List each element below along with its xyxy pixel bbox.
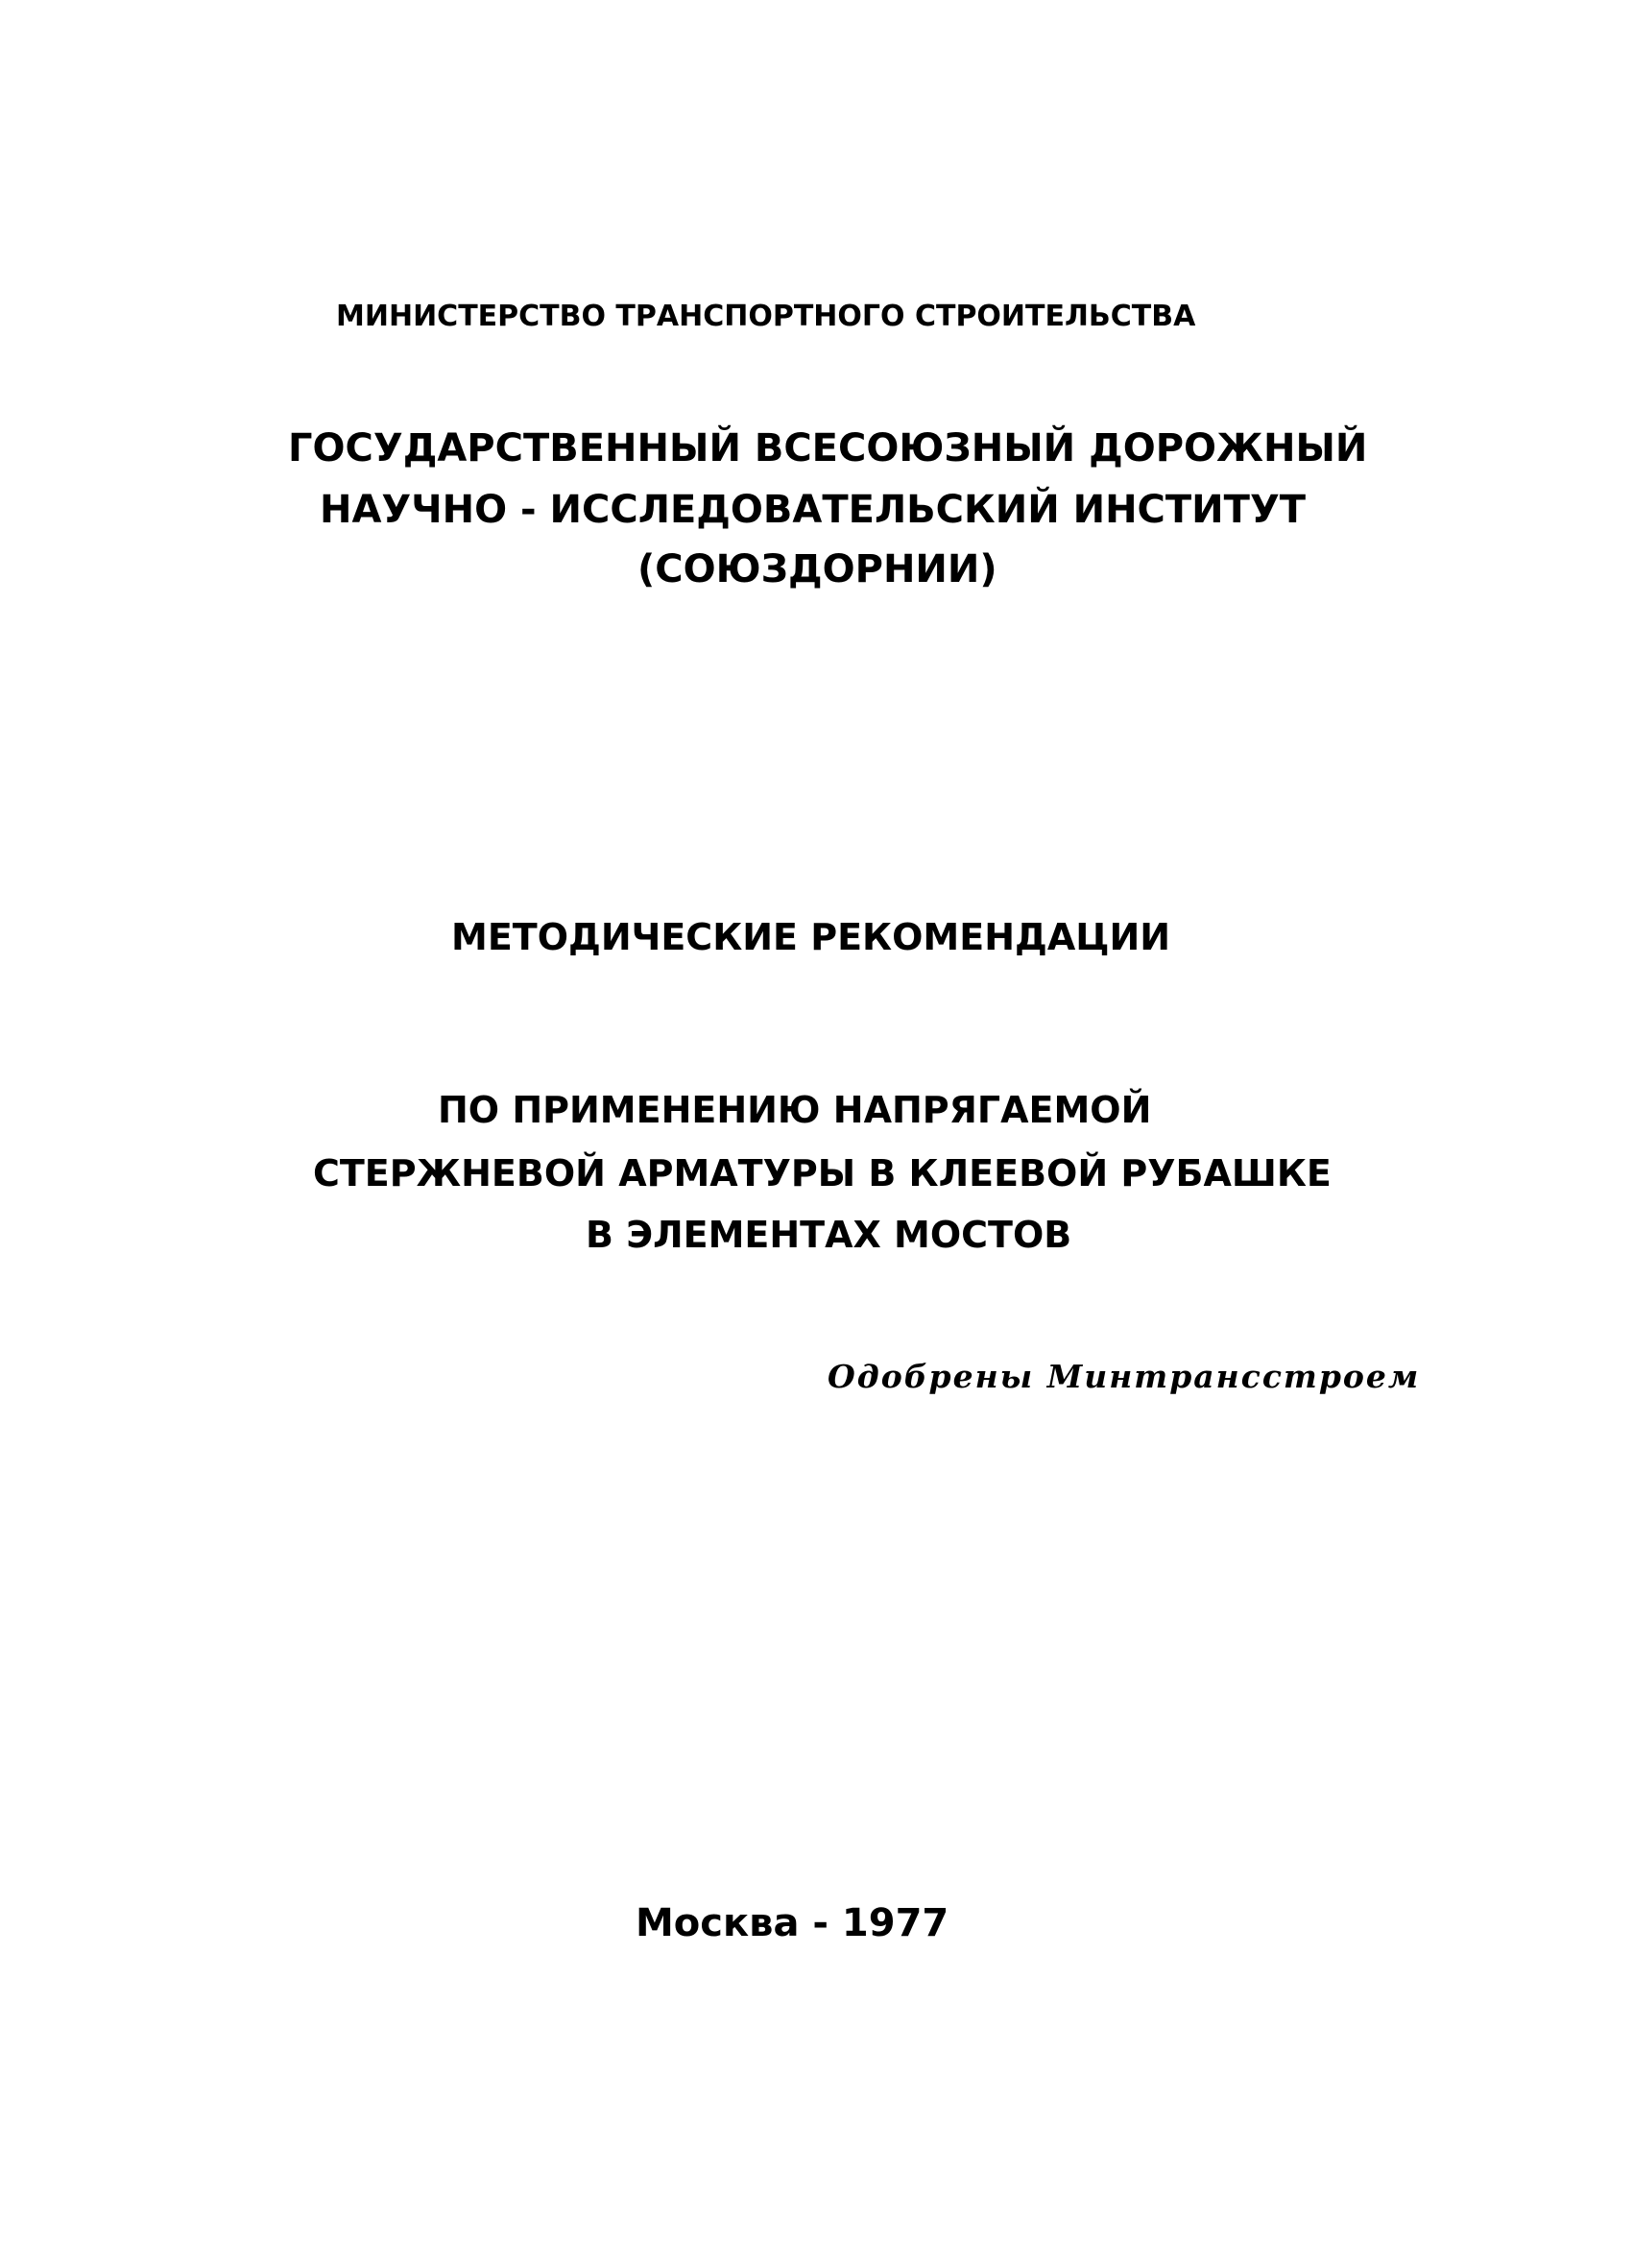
subject-title-line-1: ПО ПРИМЕНЕНИЮ НАПРЯГАЕМОЙ xyxy=(438,1089,1152,1131)
institute-name-line-2: НАУЧНО - ИССЛЕДОВАТЕЛЬСКИЙ ИНСТИТУТ xyxy=(320,488,1307,532)
subject-title-line-3: В ЭЛЕМЕНТАХ МОСТОВ xyxy=(586,1214,1072,1256)
place-and-year: Москва - 1977 xyxy=(636,1901,949,1945)
ministry-heading: МИНИСТЕРСТВО ТРАНСПОРТНОГО СТРОИТЕЛЬСТВА xyxy=(336,300,1196,333)
institute-name-line-1: ГОСУДАРСТВЕННЫЙ ВСЕСОЮЗНЫЙ ДОРОЖНЫЙ xyxy=(288,426,1368,470)
subject-title-line-2: СТЕРЖНЕВОЙ АРМАТУРЫ В КЛЕЕВОЙ РУБАШКЕ xyxy=(313,1152,1332,1194)
approval-note: Одобрены Минтрансстроем xyxy=(828,1358,1421,1395)
institute-abbreviation: (СОЮЗДОРНИИ) xyxy=(637,547,997,591)
document-type-title: МЕТОДИЧЕСКИЕ РЕКОМЕНДАЦИИ xyxy=(451,916,1171,958)
